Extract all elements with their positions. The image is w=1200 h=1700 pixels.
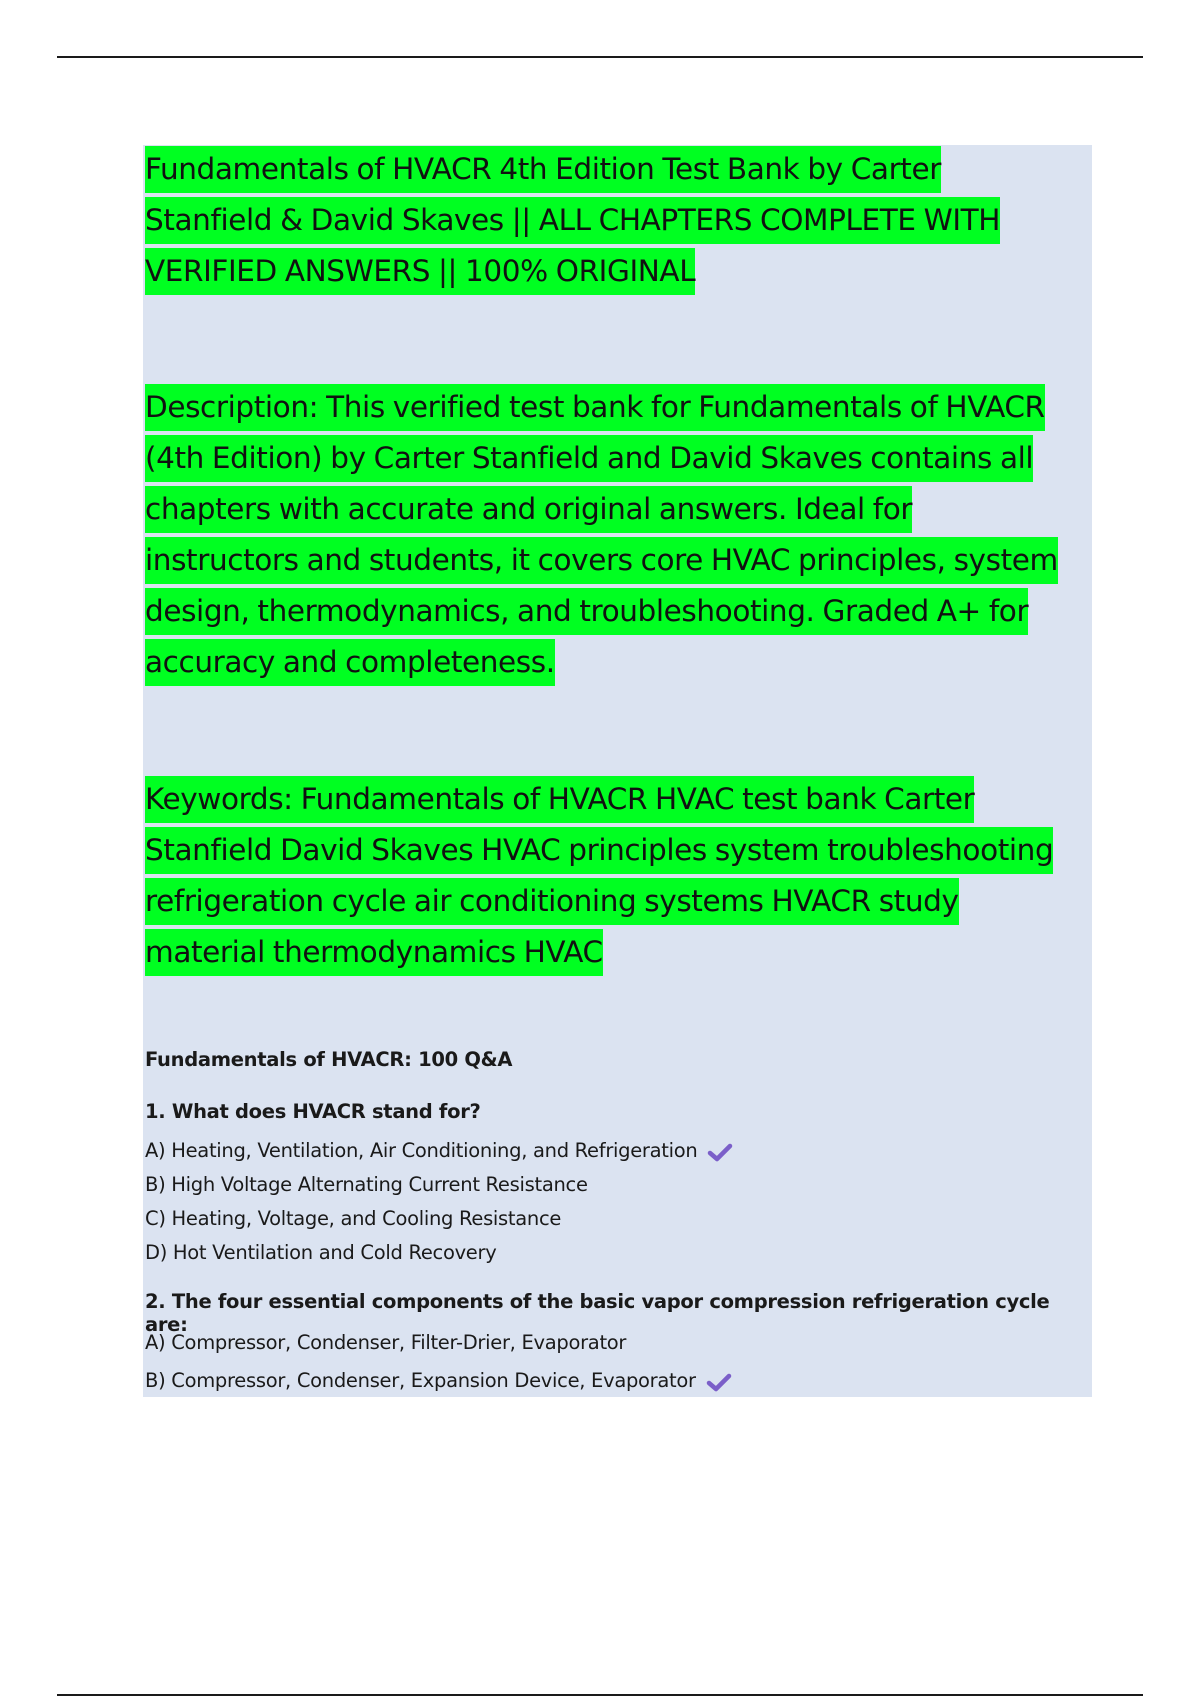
checkmark-icon bbox=[707, 1142, 733, 1162]
answer-option: C) Heating, Voltage, and Cooling Resistance bbox=[145, 1207, 562, 1230]
answer-option: A) Compressor, Condenser, Filter-Drier, Evaporator bbox=[145, 1331, 627, 1354]
description-line: accuracy and completeness. bbox=[145, 639, 555, 686]
title-line: Stanfield & David Skaves || ALL CHAPTERS COMPLETE WITH bbox=[145, 197, 1000, 244]
description-line: design, thermodynamics, and troubleshooting. Graded A+ for bbox=[145, 588, 1028, 635]
question-1-options bbox=[145, 1134, 1085, 1270]
keywords-paragraph bbox=[145, 774, 1085, 978]
keywords-line: material thermodynamics HVAC bbox=[145, 929, 603, 976]
keywords-line: Keywords: Fundamentals of HVACR HVAC test bank Carter bbox=[145, 776, 974, 823]
description-paragraph bbox=[145, 382, 1085, 688]
description-line: chapters with accurate and original answers. Ideal for bbox=[145, 486, 912, 533]
description-line: (4th Edition) by Carter Stanfield and David Skaves contains all bbox=[145, 435, 1033, 482]
answer-option bbox=[145, 1362, 1085, 1400]
answer-option bbox=[145, 1134, 1085, 1168]
question-2: 2. The four essential components of the basic vapor compression refrigeration cycle are: bbox=[145, 1290, 1050, 1336]
title-line: Fundamentals of HVACR 4th Edition Test Bank by Carter bbox=[145, 146, 941, 193]
description-line: instructors and students, it covers core HVAC principles, system bbox=[145, 537, 1058, 584]
qa-heading: Fundamentals of HVACR: 100 Q&A bbox=[145, 1048, 513, 1071]
checkmark-icon bbox=[706, 1372, 732, 1392]
answer-option: D) Hot Ventilation and Cold Recovery bbox=[145, 1241, 497, 1264]
answer-option-text: A) Heating, Ventilation, Air Conditioning, and Refrigeration bbox=[145, 1139, 698, 1162]
top-rule bbox=[57, 56, 1143, 58]
bottom-rule bbox=[57, 1694, 1143, 1696]
answer-option: B) High Voltage Alternating Current Resistance bbox=[145, 1173, 588, 1196]
title-line: VERIFIED ANSWERS || 100% ORIGINAL bbox=[145, 248, 695, 295]
keywords-line: refrigeration cycle air conditioning systems HVACR study bbox=[145, 878, 959, 925]
answer-option-text: B) Compressor, Condenser, Expansion Device, Evaporator bbox=[145, 1369, 696, 1392]
question-2-options bbox=[145, 1324, 1085, 1400]
description-line: Description: This verified test bank for Fundamentals of HVACR bbox=[145, 384, 1045, 431]
keywords-line: Stanfield David Skaves HVAC principles system troubleshooting bbox=[145, 827, 1053, 874]
question-1: 1. What does HVACR stand for? bbox=[145, 1100, 481, 1123]
document-title bbox=[145, 144, 1085, 297]
